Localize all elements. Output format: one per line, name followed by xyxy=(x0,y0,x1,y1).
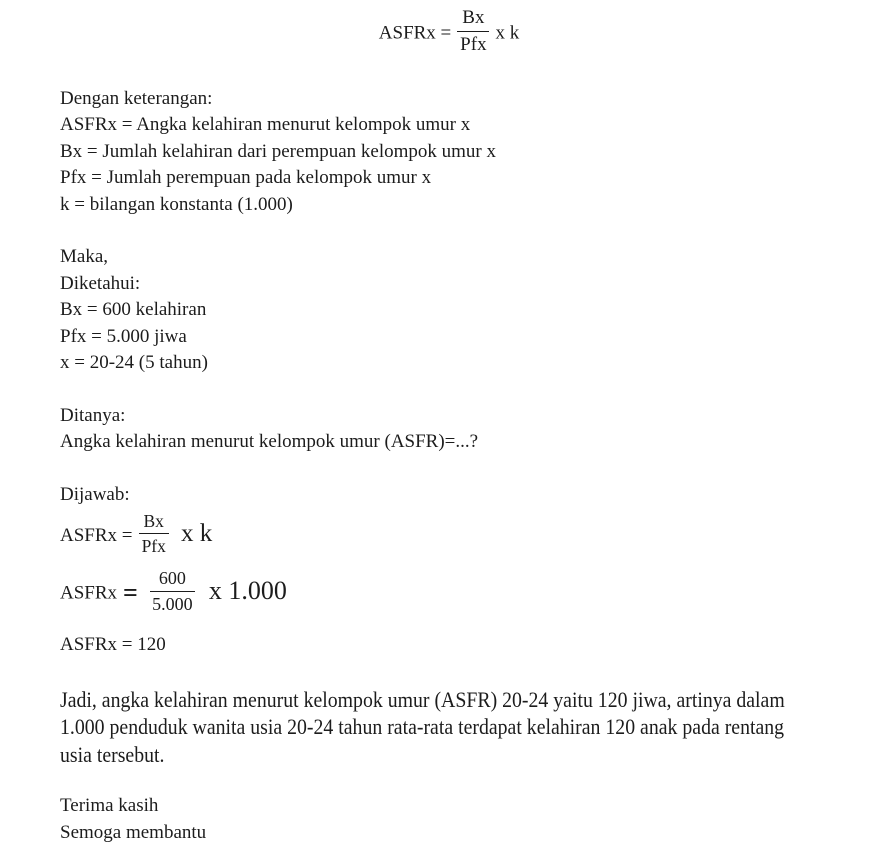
keterangan-heading: Dengan keterangan: xyxy=(60,87,213,109)
keterangan-line-k: k = bilangan konstanta (1.000) xyxy=(60,193,293,215)
answer-result: ASFRx = 120 xyxy=(60,633,166,655)
keterangan-line-bx: Bx = Jumlah kelahiran dari perempuan kelompok umur x xyxy=(60,140,496,162)
diketahui-line-x: x = 20-24 (5 tahun) xyxy=(60,352,208,374)
formula-rhs: x k xyxy=(495,22,520,44)
diketahui-intro: Maka, xyxy=(60,246,109,268)
step2-numerator: 600 xyxy=(150,568,195,592)
step1-lhs: ASFRx = xyxy=(60,525,133,547)
fraction-numerator: Bx xyxy=(457,7,489,32)
step2-rhs: x 1.000 xyxy=(208,575,287,605)
step1-fraction xyxy=(139,511,169,556)
fraction-denominator: Pfx xyxy=(460,33,487,55)
spacer xyxy=(60,456,838,482)
spacer xyxy=(60,377,838,403)
conclusion-line-3: usia tersebut. xyxy=(60,741,165,767)
step2-fraction xyxy=(150,568,195,614)
formula-fraction xyxy=(457,7,489,56)
diketahui-line-bx: Bx = 600 kelahiran xyxy=(60,299,207,321)
step1-rhs: x k xyxy=(180,520,213,548)
conclusion-line-1: Jadi, angka kelahiran menurut kelompok umur (ASFR) 20-24 yaitu 120 jiwa, artinya dalam xyxy=(60,686,785,712)
dijawab-heading: Dijawab: xyxy=(60,483,130,505)
step1-denominator: Pfx xyxy=(141,536,166,557)
closing-hope: Semoga membantu xyxy=(60,821,207,843)
answer-step-1 xyxy=(60,511,838,559)
ditanya-heading: Ditanya: xyxy=(60,404,126,426)
conclusion-line-2: 1.000 penduduk wanita usia 20-24 tahun rata-rata terdapat kelahiran 120 anak pada rentang xyxy=(60,714,785,740)
spacer xyxy=(60,218,838,244)
step2-equals: = xyxy=(123,577,138,607)
dijawab-section xyxy=(60,482,838,656)
ditanya-question: Angka kelahiran menurut kelompok umur (ASFR)=...? xyxy=(60,431,479,453)
step2-lhs: ASFRx xyxy=(60,582,118,604)
step1-numerator: Bx xyxy=(139,511,169,534)
asfr-formula-definition xyxy=(60,6,838,59)
keterangan-line-pfx: Pfx = Jumlah perempuan pada kelompok umur x xyxy=(60,167,432,189)
formula-lhs: ASFRx = xyxy=(378,22,452,44)
diketahui-section xyxy=(60,244,838,377)
ditanya-section xyxy=(60,403,838,456)
answer-step-2 xyxy=(60,568,838,617)
diketahui-heading: Diketahui: xyxy=(60,272,141,294)
diketahui-line-pfx: Pfx = 5.000 jiwa xyxy=(60,325,187,347)
closing-thanks: Terima kasih xyxy=(60,795,159,817)
closing-section xyxy=(60,793,838,846)
step2-denominator: 5.000 xyxy=(152,594,193,615)
keterangan-line-asfrx: ASFRx = Angka kelahiran menurut kelompok umur x xyxy=(60,114,471,136)
keterangan-section xyxy=(60,86,838,219)
conclusion-paragraph xyxy=(60,686,785,769)
